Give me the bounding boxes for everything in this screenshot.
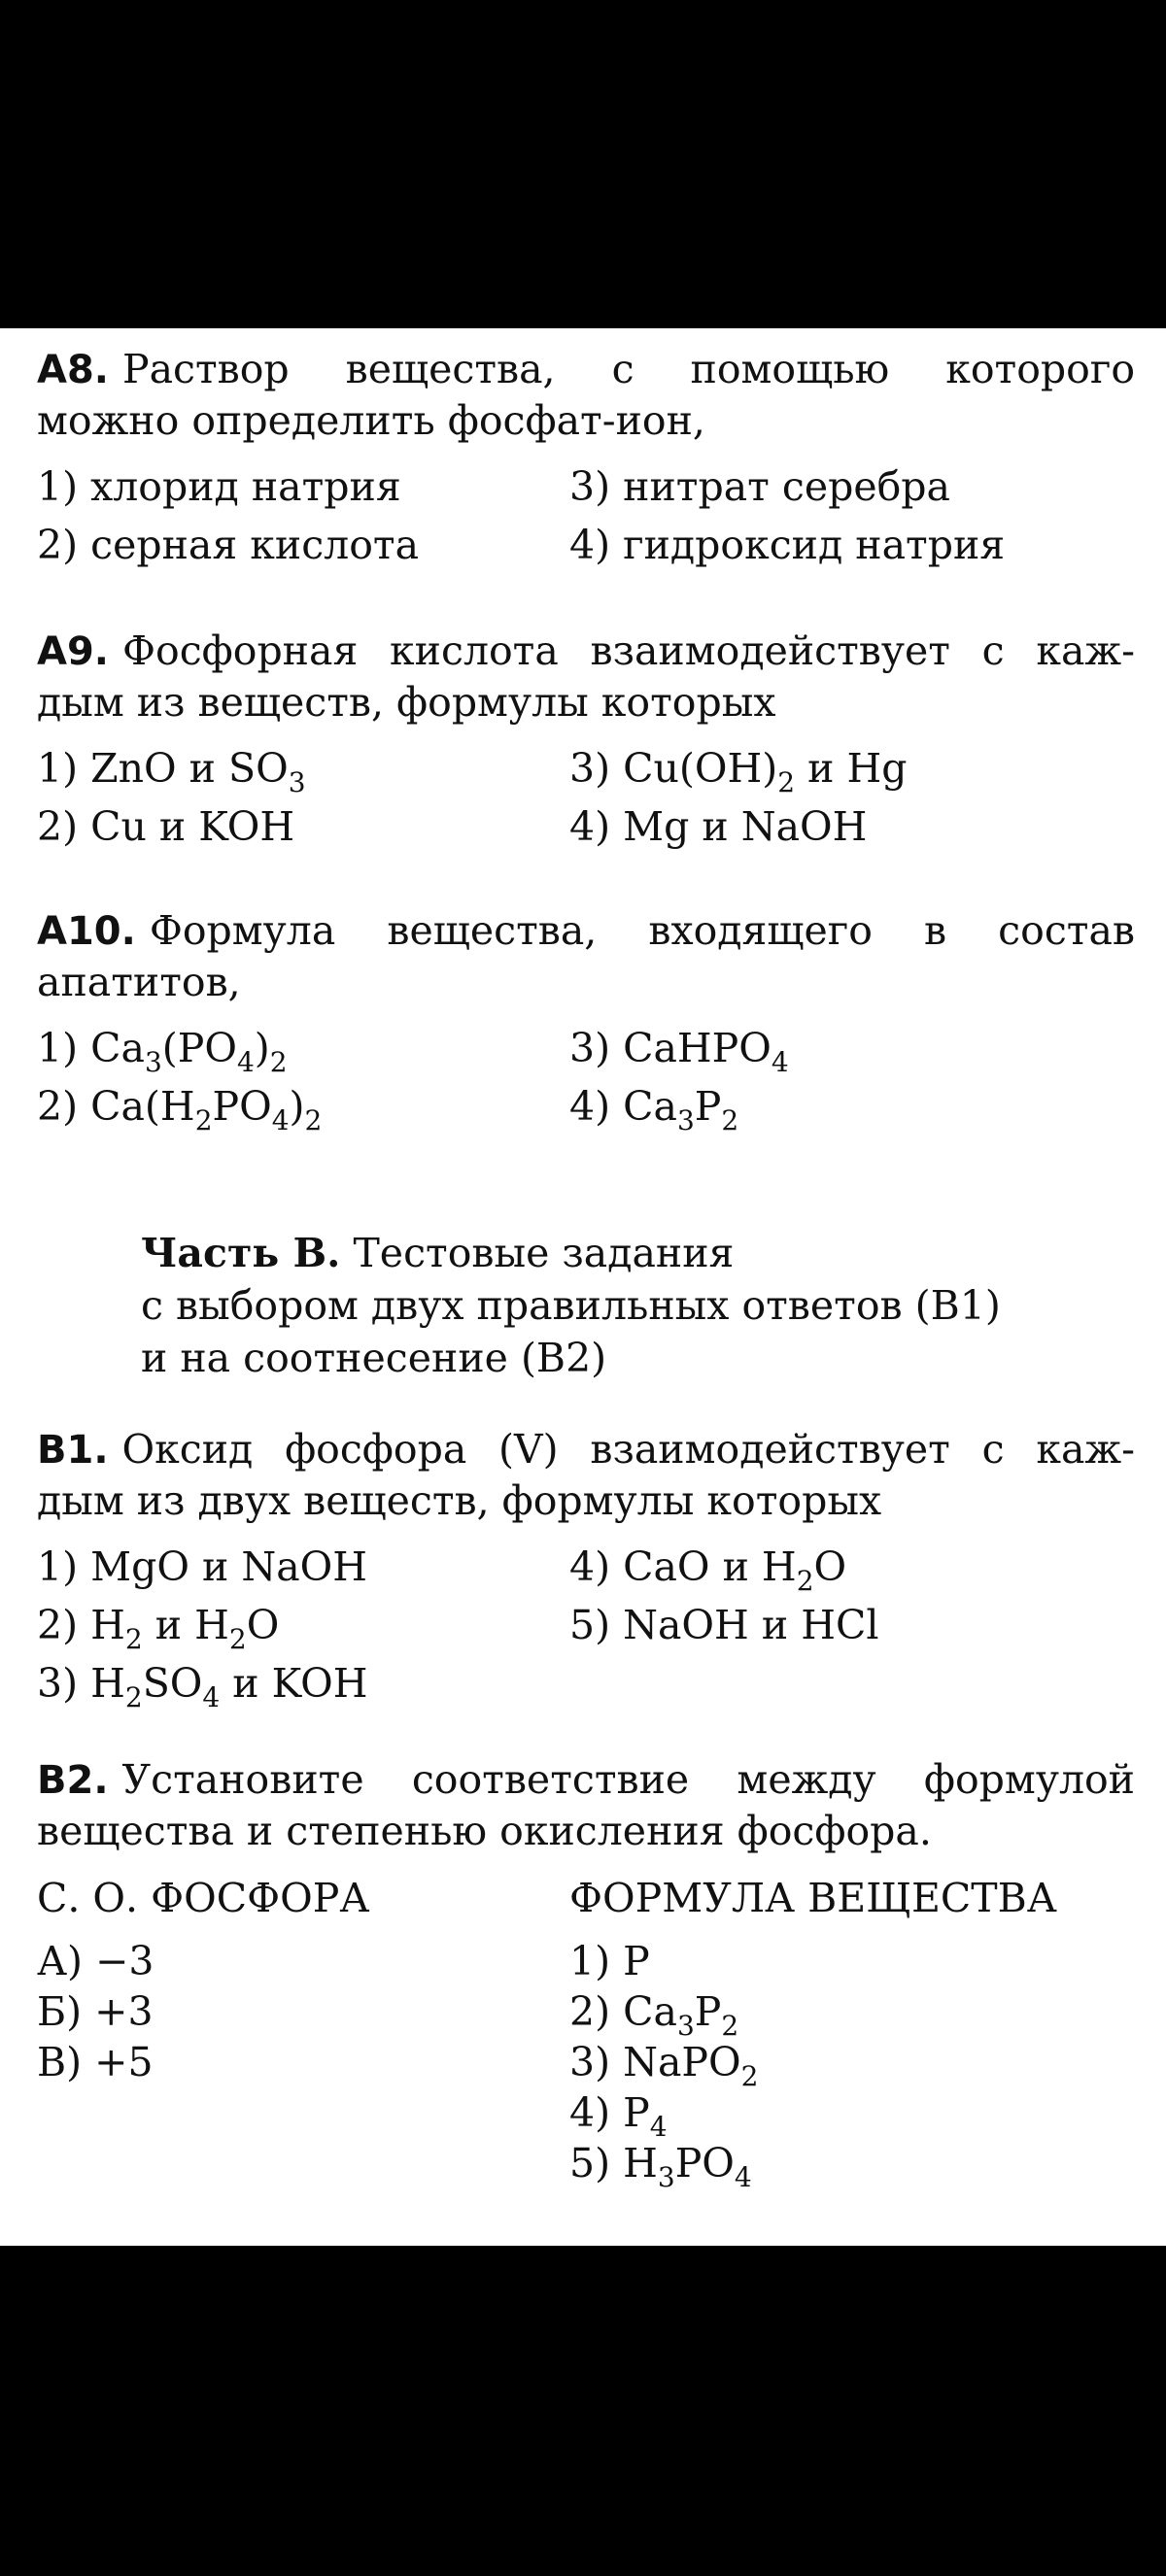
option[interactable]: 1) хлорид натрия: [37, 463, 401, 510]
option[interactable]: 4) CaO и $H_2O$: [569, 1543, 847, 1597]
question-b2-text1: Установите соответствие между формулой: [121, 1756, 1135, 1803]
option[interactable]: 2) серная кислота: [37, 522, 420, 568]
oxidation-state-column: [37, 1868, 569, 2188]
option[interactable]: 3) $H_2SO_4$ и KOH: [37, 1660, 368, 1713]
right-column-header: ФОРМУЛА ВЕЩЕСТВА: [569, 1875, 1057, 1921]
question-b2-label: В2.: [37, 1758, 109, 1803]
question-a8: [37, 344, 1135, 574]
left-item[interactable]: А) −3: [37, 1938, 154, 1984]
question-b2-text2: вещества и степенью окисления фосфора.: [37, 1808, 932, 1854]
question-b1-text1: Оксид фосфора (V) взаимодействует с каж-: [121, 1426, 1135, 1473]
question-a9-label: А9.: [37, 629, 109, 674]
option[interactable]: 3) CaHPO$_4$: [569, 1025, 789, 1078]
question-a10-text2: апатитов,: [37, 959, 241, 1005]
option[interactable]: 3) нитрат серебра: [569, 463, 950, 510]
option[interactable]: 1) $Ca_3(PO_4)_2$: [37, 1025, 288, 1078]
question-a9-text2: дым из веществ, формулы которых: [37, 679, 776, 726]
option[interactable]: 2) $H_2$ и $H_2O$: [37, 1602, 280, 1655]
right-item[interactable]: 3) NaPO$_2$: [569, 2039, 759, 2092]
option[interactable]: 1) ZnO и $SO_3$: [37, 745, 306, 798]
option: [569, 1654, 1135, 1712]
right-item[interactable]: 1) P: [569, 1938, 650, 1984]
part-b-title: Часть В.: [141, 1230, 341, 1276]
question-a10-text1: Формула вещества, входящего в состав: [149, 907, 1135, 954]
part-b-line2: с выбором двух правильных ответов (В1): [141, 1282, 1001, 1329]
formula-column: [569, 1868, 1135, 2193]
part-b-heading: [141, 1227, 1113, 1384]
question-b2-line1: [37, 1754, 1135, 1806]
question-a9-text1: Фосфорная кислота взаимодействует с каж-: [121, 627, 1135, 674]
option[interactable]: 4) $Ca_3P_2$: [569, 1083, 739, 1136]
question-a10-line1: [37, 905, 1135, 957]
right-item[interactable]: 2) $Ca_3P_2$: [569, 1988, 739, 2042]
left-item[interactable]: Б) +3: [37, 1988, 154, 2035]
question-a10-options: [37, 1019, 1135, 1135]
question-a8-options: [37, 458, 1135, 574]
question-a10-label: А10.: [37, 909, 136, 954]
option[interactable]: 2) $Ca(H_2PO_4)_2$: [37, 1083, 323, 1136]
matching-columns: [37, 1868, 1135, 2193]
question-b1-label: В1.: [37, 1428, 109, 1473]
question-a8-label: А8.: [37, 348, 109, 392]
left-column-header: С. О. ФОСФОРА: [37, 1875, 370, 1921]
question-b1-text2: дым из двух веществ, формулы которых: [37, 1477, 882, 1524]
right-item[interactable]: 4) $P_4$: [569, 2089, 668, 2143]
option[interactable]: 3) $Cu(OH)_2$ и Hg: [569, 745, 908, 798]
question-a9: [37, 626, 1135, 856]
right-item[interactable]: 5) $H_3PO_4$: [569, 2140, 752, 2193]
question-b1: [37, 1424, 1135, 1712]
option[interactable]: 4) гидроксид натрия: [569, 522, 1006, 568]
option[interactable]: 4) Mg и NaOH: [569, 803, 868, 850]
part-b-line3: и на соотнесение (В2): [141, 1335, 607, 1381]
option[interactable]: 2) Cu и KOH: [37, 803, 295, 850]
question-a8-text2: можно определить фосфат-ион,: [37, 397, 705, 444]
part-b-line1: Тестовые задания: [353, 1230, 735, 1276]
question-b2: [37, 1754, 1135, 2193]
question-a9-line1: [37, 626, 1135, 677]
question-a8-line1: [37, 344, 1135, 395]
worksheet-page: [0, 328, 1166, 2246]
question-b1-options: [37, 1538, 1135, 1712]
left-item[interactable]: В) +5: [37, 2039, 154, 2085]
question-a10: [37, 905, 1135, 1135]
question-a8-text1: Раствор вещества, с помощью которого: [121, 346, 1135, 392]
question-a9-options: [37, 739, 1135, 856]
option[interactable]: 1) MgO и NaOH: [37, 1543, 368, 1590]
option[interactable]: 5) NaOH и HCl: [569, 1602, 879, 1648]
question-b1-line1: [37, 1424, 1135, 1475]
